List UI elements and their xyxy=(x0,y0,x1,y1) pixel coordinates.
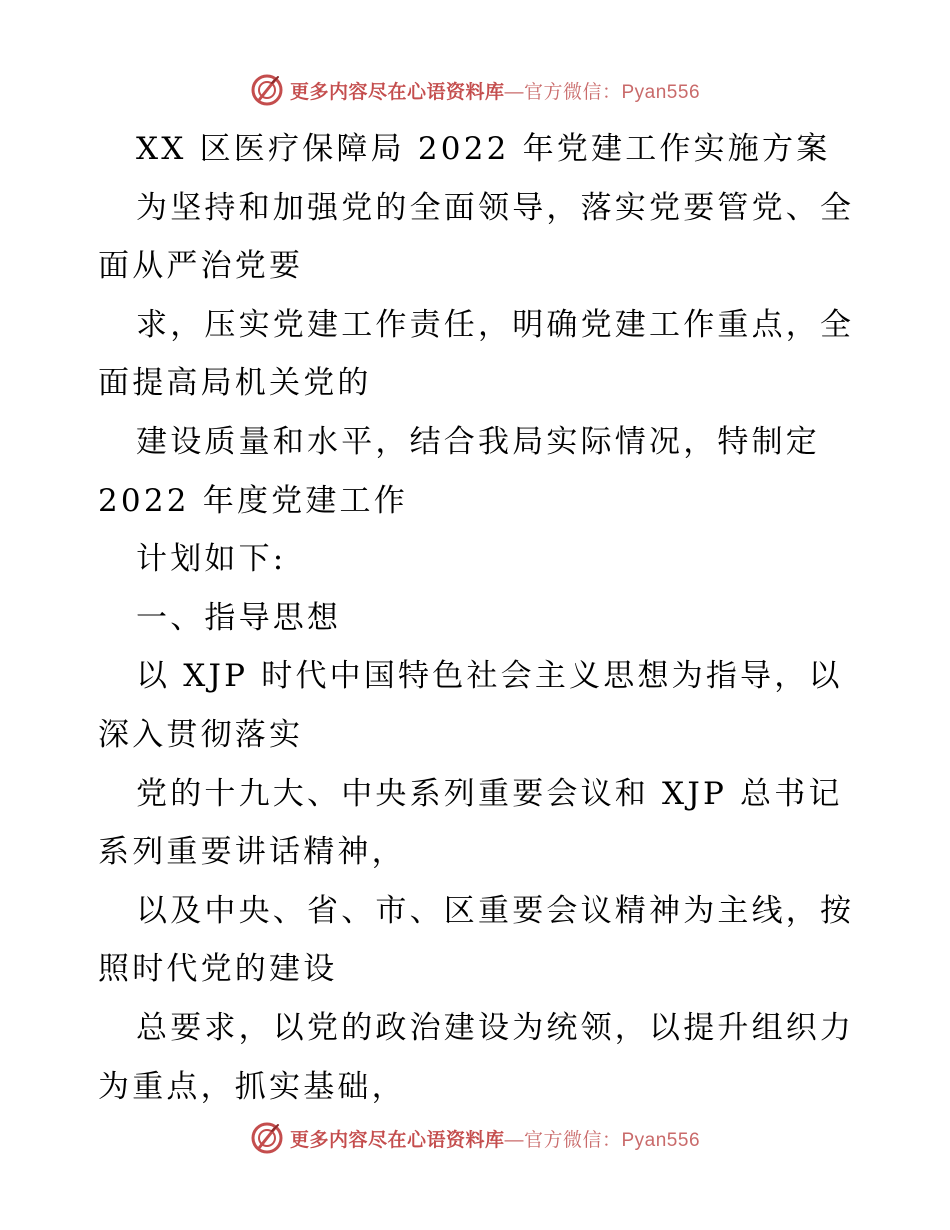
watermark-contact: —官方微信：Pyan556 xyxy=(504,1129,701,1151)
watermark-contact: —官方微信：Pyan556 xyxy=(504,81,701,103)
paragraph-line: 2022 年度党建工作 xyxy=(98,482,408,519)
header-watermark xyxy=(0,70,950,110)
paragraph-line: 计划如下: xyxy=(136,541,287,578)
document-title: XX 区医疗保障局 2022 年党建工作实施方案 xyxy=(136,131,831,167)
paragraph-line: 以 XJP 时代中国特色社会主义思想为指导，以 xyxy=(136,658,843,695)
seal-logo-icon xyxy=(250,73,284,107)
paragraph-line: 以及中央、省、市、区重要会议精神为主线，按 xyxy=(136,892,855,929)
seal-logo-icon xyxy=(250,1121,284,1155)
paragraph-line: 系列重要讲话精神， xyxy=(98,834,406,871)
paragraph-line: 建设质量和水平，结合我局实际情况，特制定 xyxy=(136,423,820,460)
paragraph-line: 照时代党的建设 xyxy=(98,951,338,988)
paragraph-line: 面提高局机关党的 xyxy=(98,365,372,402)
paragraph-line: 面从严治党要 xyxy=(98,248,304,285)
document-body xyxy=(98,120,858,1116)
paragraph-line: 深入贯彻落实 xyxy=(98,716,304,753)
paragraph-line: 求，压实党建工作责任，明确党建工作重点，全 xyxy=(136,306,855,343)
paragraph-line: 为坚持和加强党的全面领导，落实党要管党、全 xyxy=(136,189,855,226)
watermark-brand: 更多内容尽在心语资料库 xyxy=(289,1129,505,1151)
paragraph-line: 总要求，以党的政治建设为统领，以提升组织力 xyxy=(136,1009,855,1046)
watermark-text xyxy=(290,1125,700,1152)
paragraph-line: 党的十九大、中央系列重要会议和 XJP 总书记 xyxy=(136,775,843,812)
footer-watermark xyxy=(0,1118,950,1158)
watermark-text xyxy=(290,77,700,104)
watermark-brand: 更多内容尽在心语资料库 xyxy=(289,81,505,103)
paragraph-line: 为重点，抓实基础， xyxy=(98,1068,406,1105)
section-heading: 一、指导思想 xyxy=(136,599,342,636)
